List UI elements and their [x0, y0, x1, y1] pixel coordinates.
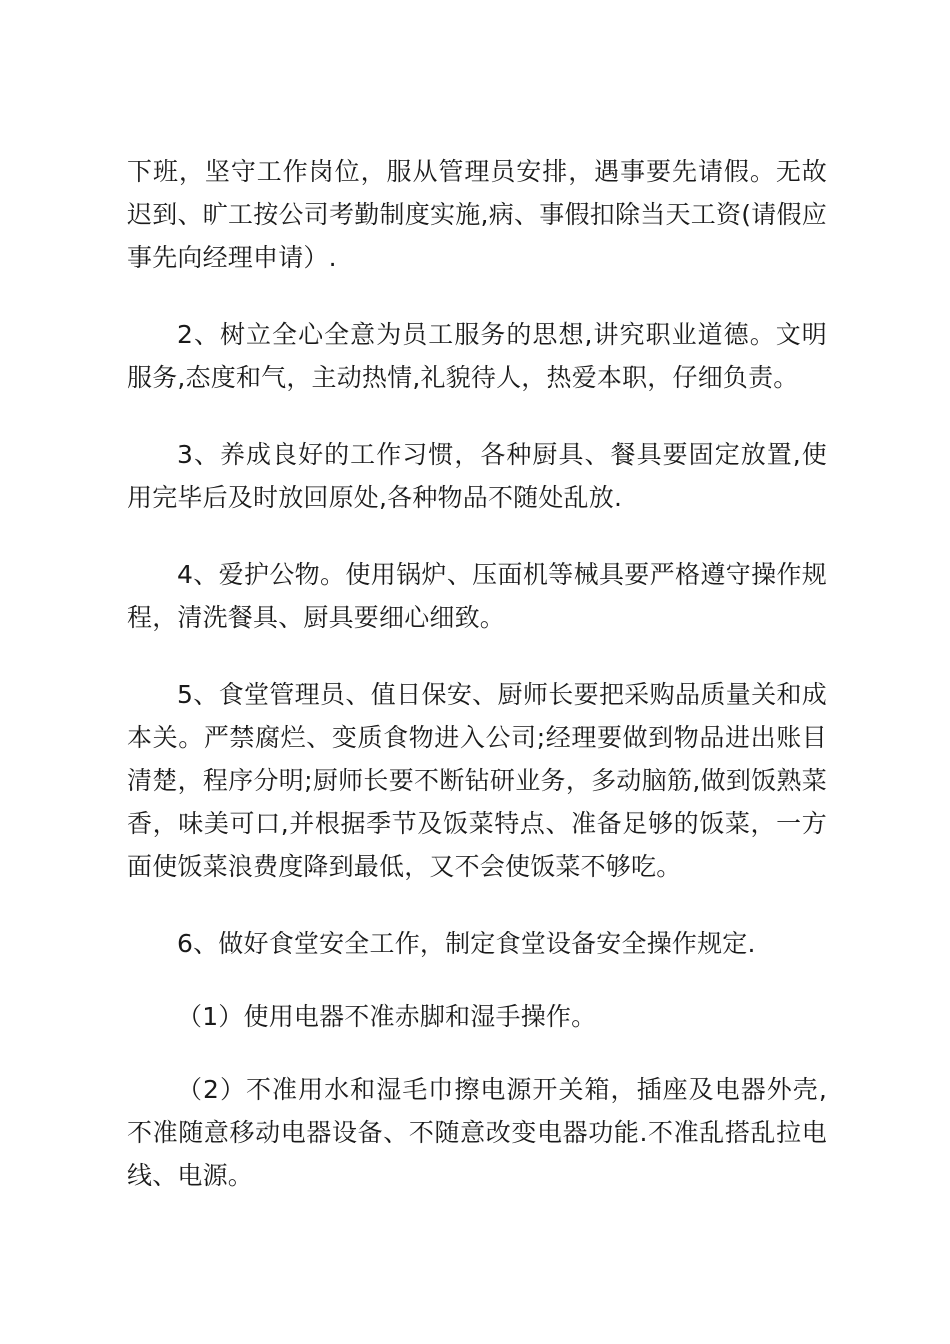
paragraph-item-5: 5、食堂管理员、值日保安、厨师长要把采购品质量关和成本关。严禁腐烂、变质食物进入公司;经理要做到物品进出账目清楚，程序分明;厨师长要不断钻研业务，多动脑筋,做到饭熟菜香，味美可口,并根据季节及饭菜特点、准备足够的饭菜，一方面使饭菜浪费度降到最低，又不会使饭菜不够吃。 [127, 680, 827, 881]
paragraph-subitem-2: （2）不准用水和湿毛巾擦电源开关箱，插座及电器外壳,不准随意移动电器设备、不随意改变电器功能.不准乱搭乱拉电线、电源。 [127, 1075, 827, 1190]
paragraph-item-2: 2、树立全心全意为员工服务的思想,讲究职业道德。文明服务,态度和气，主动热情,礼貌待人，热爱本职，仔细负责。 [127, 320, 827, 392]
paragraph-subitem-1: （1）使用电器不准赤脚和湿手操作。 [177, 1002, 597, 1031]
paragraph-continuation: 下班，坚守工作岗位，服从管理员安排，遇事要先请假。无故迟到、旷工按公司考勤制度实施,病、事假扣除当天工资(请假应事先向经理申请）. [127, 157, 827, 272]
document-body [127, 150, 827, 1197]
paragraph-item-6: 6、做好食堂安全工作，制定食堂设备安全操作规定. [177, 929, 756, 958]
paragraph-item-3: 3、养成良好的工作习惯，各种厨具、餐具要固定放置,使用完毕后及时放回原处,各种物品不随处乱放. [127, 440, 827, 512]
paragraph-item-4: 4、爱护公物。使用锅炉、压面机等械具要严格遵守操作规程，清洗餐具、厨具要细心细致。 [127, 560, 827, 632]
